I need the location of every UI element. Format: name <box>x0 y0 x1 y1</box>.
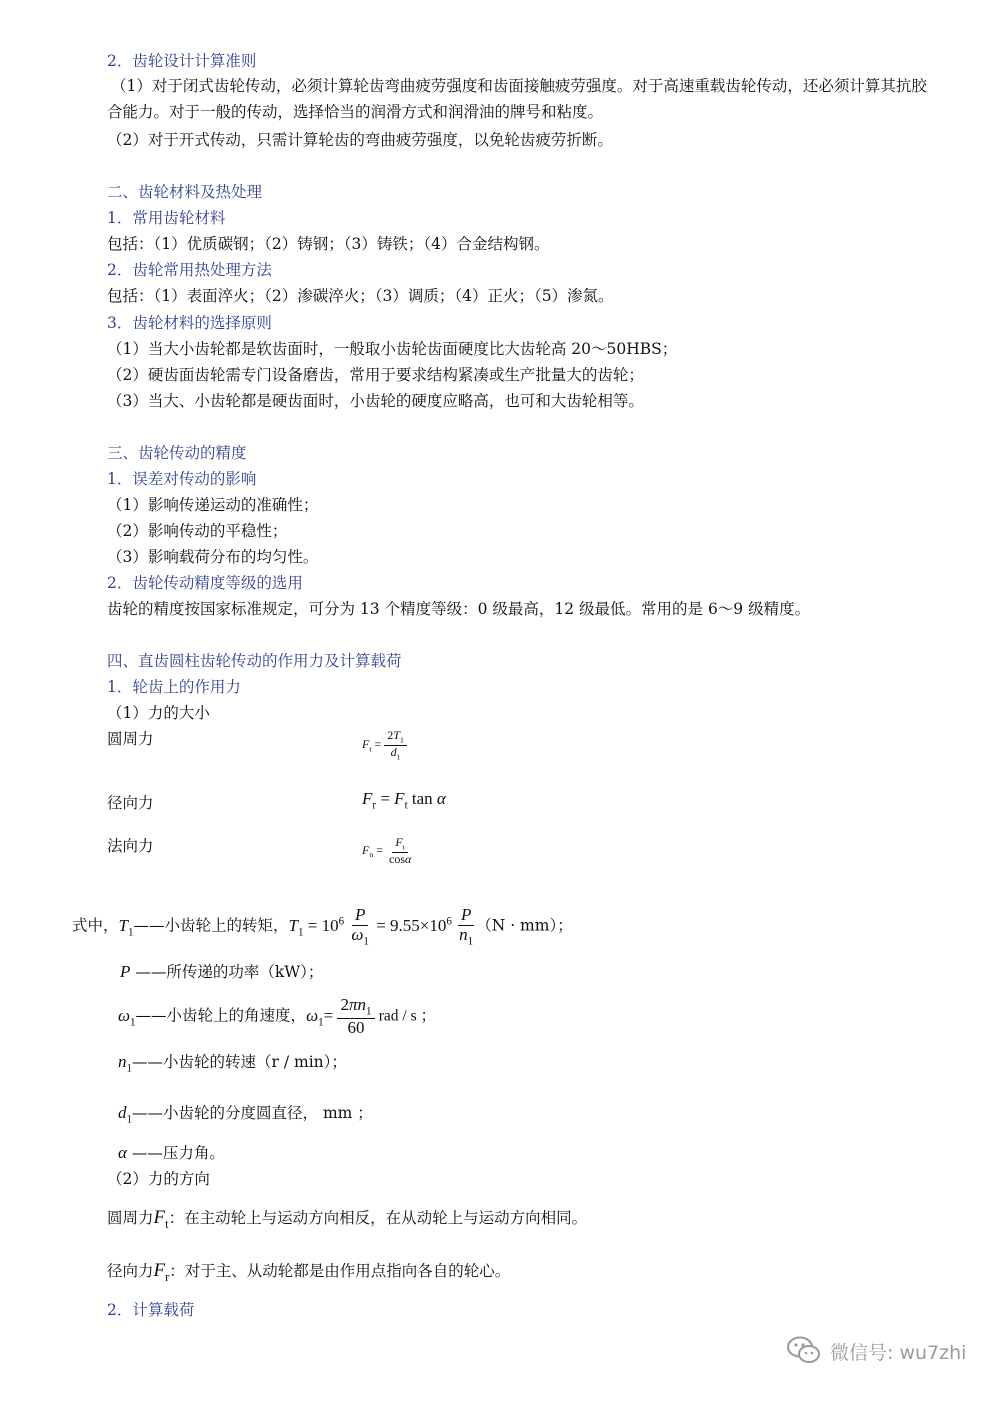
list-item: （1）影响传递运动的准确性； <box>107 496 319 514</box>
list-item: （1）当大小齿轮都是软齿面时，一般取小齿轮齿面硬度比大齿轮高 20～50HBS； <box>107 340 678 358</box>
section-title-forces: 四、直齿圆柱齿轮传动的作用力及计算载荷 <box>107 652 402 670</box>
wechat-icon <box>786 1335 822 1365</box>
diameter-desc: ——小齿轮的分度圆直径， mm ； <box>132 1104 373 1122</box>
text-heat-treatment: 包括：（1）表面淬火；（2）渗碳淬火；（3）调质；（4）正火；（5）渗氮。 <box>107 287 614 305</box>
heading-calculated-load: 2．计算载荷 <box>107 1301 195 1319</box>
list-item: （3）当大、小齿轮都是硬齿面时，小齿轮的硬度应略高，也可和大齿轮相等。 <box>107 392 644 410</box>
pressure-angle-desc: ——压力角。 <box>131 1144 225 1162</box>
direction-radial: 径向力$F_r$：对于主、从动轮都是由作用点指向各自的轮心。 <box>107 1260 511 1284</box>
speed-desc: ——小齿轮的转速（r / min）； <box>132 1053 347 1071</box>
formula-fr: $F_r = F_t$ tan α <box>362 789 446 812</box>
paragraph-closed-drive: （1）对于闭式齿轮传动，必须计算轮齿弯曲疲劳强度和齿面接触疲劳强度。对于高速重载齿轮传动，还必须计算其抗胶合能力。对于一般的传动，选择恰当的润滑方式和润滑油的牌号和粘度。 <box>107 77 927 121</box>
power-desc: ——所传递的功率（kW）； <box>135 963 324 981</box>
label-circumferential-force: 圆周力 <box>107 730 154 748</box>
list-item: （3）影响载荷分布的均匀性。 <box>107 548 319 566</box>
dir-circumferential-text: ：在主动轮上与运动方向相反，在从动轮上与运动方向相同。 <box>168 1209 588 1227</box>
angular-velocity-unit: rad / s ； <box>378 1007 437 1025</box>
definition-torque: 式中，$T_1——$小齿轮上的转矩，$T_1 = 10^6$ $\frac{P}{\omega_1}$ = $9.55\times 10^6$ $\frac{P}{n_1}$ （N · mm）； <box>72 905 573 948</box>
subheading-force-direction: （2）力的方向 <box>107 1170 210 1188</box>
dir-radial-text: ：对于主、从动轮都是由作用点指向各自的轮心。 <box>169 1262 511 1280</box>
angular-velocity-desc: ——小齿轮上的角速度， <box>135 1006 307 1025</box>
definition-power: P ——所传递的功率（kW）； <box>120 962 324 981</box>
definition-angular-velocity: $\omega_1——$小齿轮上的角速度，$\omega_1=$ $\frac{2\pi n_1}{60}$ rad / s ； <box>118 995 437 1037</box>
torque-unit: （N · mm）； <box>476 916 573 935</box>
dir-radial-label: 径向力 <box>107 1262 154 1280</box>
list-item: （2）硬齿面齿轮需专门设备磨齿，常用于要求结构紧凑或生产批量大的齿轮； <box>107 366 644 384</box>
text-precision-grade: 齿轮的精度按国家标准规定，可分为 13 个精度等级：0 级最高，12 级最低。常用的是 6～9 级精度。 <box>107 600 811 618</box>
heading-error-effects: 1．误差对传动的影响 <box>107 470 257 488</box>
list-item: （2）影响传动的平稳性； <box>107 522 288 540</box>
torque-desc: ——小齿轮上的转矩， <box>133 916 289 935</box>
direction-circumferential: 圆周力$F_t$：在主动轮上与运动方向相反，在从动轮上与运动方向相同。 <box>107 1207 588 1231</box>
heading-common-materials: 1．常用齿轮材料 <box>107 209 226 227</box>
heading-tooth-forces: 1．轮齿上的作用力 <box>107 678 241 696</box>
heading-selection-principles: 3．齿轮材料的选择原则 <box>107 314 272 332</box>
heading-design-criteria: 2．齿轮设计计算准则 <box>107 52 257 70</box>
heading-heat-treatment: 2．齿轮常用热处理方法 <box>107 261 272 279</box>
where-label: 式中， <box>72 916 119 935</box>
paragraph-open-drive: （2）对于开式传动，只需计算轮齿的弯曲疲劳强度，以免轮齿疲劳折断。 <box>107 131 613 149</box>
label-normal-force: 法向力 <box>107 837 154 855</box>
label-radial-force: 径向力 <box>107 794 154 812</box>
subheading-force-magnitude: （1）力的大小 <box>107 704 210 722</box>
section-title-materials: 二、齿轮材料及热处理 <box>107 183 263 201</box>
section-title-precision: 三、齿轮传动的精度 <box>107 444 247 462</box>
definition-pressure-angle: α ——压力角。 <box>118 1143 225 1162</box>
formula-ft: $F_t$ = $\frac{2T_1}{d_1}$ <box>362 729 407 762</box>
text-common-materials: 包括：（1）优质碳钢；（2）铸钢；（3）铸铁；（4）合金结构钢。 <box>107 235 550 253</box>
definition-diameter: $d_1——$小齿轮的分度圆直径， mm ； <box>118 1103 373 1126</box>
definition-speed: $n_1——$小齿轮的转速（r / min）； <box>118 1052 347 1075</box>
formula-fn: $F_n$ = $\frac{F_t}{\cos\alpha}$ <box>362 835 412 866</box>
dir-circumferential-label: 圆周力 <box>107 1209 154 1227</box>
watermark-text: 微信号: wu7zhi <box>830 1342 967 1364</box>
heading-precision-grade: 2．齿轮传动精度等级的选用 <box>107 574 303 592</box>
